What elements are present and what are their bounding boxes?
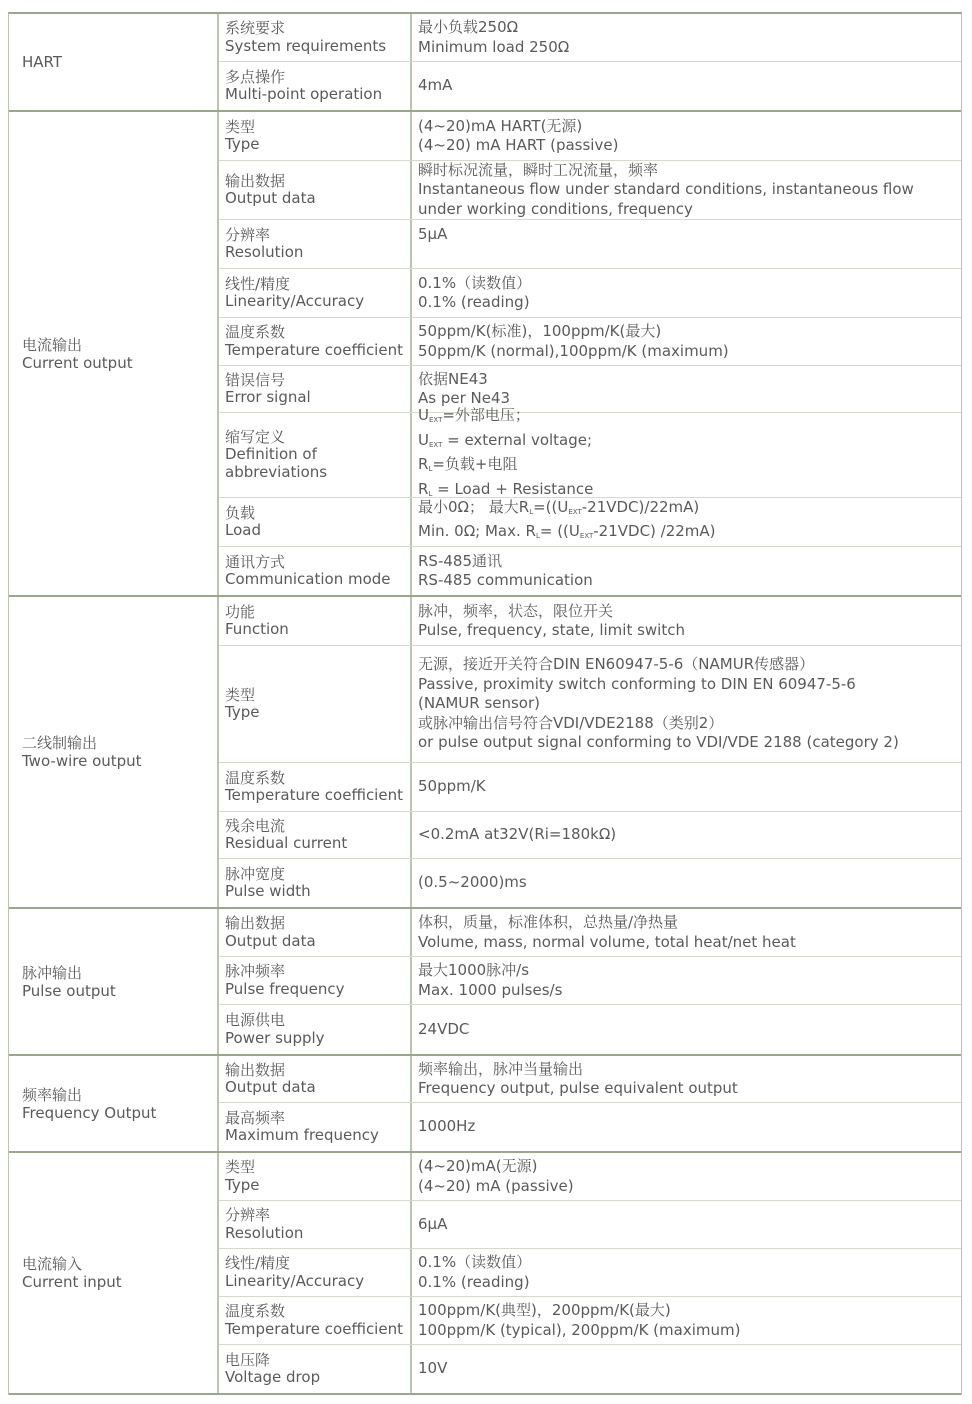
table-row bbox=[219, 547, 961, 595]
parameter-en: Pulse width bbox=[225, 882, 311, 900]
group-name bbox=[9, 112, 219, 595]
value-text: = ((U bbox=[539, 522, 580, 540]
value-line: (NAMUR sensor) bbox=[418, 694, 541, 713]
table-row bbox=[219, 1056, 961, 1103]
parameter-cell bbox=[219, 220, 412, 268]
value-text: Min. 0Ω; Max. R bbox=[418, 522, 536, 540]
subscript: L bbox=[529, 507, 534, 516]
group-name-en: Two-wire output bbox=[22, 752, 142, 770]
value-line: 0.1%（读数值） bbox=[418, 273, 532, 292]
parameter-en: Type bbox=[225, 135, 260, 153]
parameter-zh: 输出数据 bbox=[225, 1060, 286, 1079]
spec-group bbox=[9, 14, 961, 112]
parameter-cell bbox=[219, 161, 412, 219]
value-cell bbox=[412, 547, 961, 595]
parameter-en: Output data bbox=[225, 1078, 316, 1096]
parameter-zh: 类型 bbox=[225, 1158, 256, 1176]
subscript: L bbox=[428, 465, 433, 473]
parameter-cell bbox=[219, 269, 412, 317]
group-rows bbox=[219, 112, 961, 595]
subscript: EXT bbox=[428, 416, 443, 424]
subscript: L bbox=[535, 532, 540, 540]
value-text: U bbox=[418, 406, 429, 424]
table-row bbox=[219, 14, 961, 62]
value-line: 50ppm/K bbox=[418, 777, 486, 796]
parameter-zh: 最高频率 bbox=[225, 1108, 286, 1127]
parameter-cell bbox=[219, 366, 412, 412]
parameter-cell bbox=[219, 112, 412, 160]
value-text: -21VDC)/22mA) bbox=[581, 497, 700, 516]
value-line: 10V bbox=[418, 1359, 448, 1378]
parameter-zh: 线性/精度 bbox=[225, 274, 291, 293]
group-name-zh: 电流输入 bbox=[22, 1255, 83, 1273]
parameter-en: abbreviations bbox=[225, 462, 328, 481]
spec-group bbox=[9, 1056, 961, 1153]
value-cell bbox=[412, 318, 961, 365]
group-name bbox=[9, 14, 219, 110]
parameter-en: Output data bbox=[225, 189, 316, 207]
value-cell bbox=[412, 1056, 961, 1102]
value-line: 或脉冲输出信号符合VDI/VDE2188（类别2） bbox=[418, 713, 724, 732]
value-cell bbox=[412, 1201, 961, 1248]
parameter-en: Temperature coefficient bbox=[225, 786, 403, 804]
value-line: 24VDC bbox=[418, 1019, 470, 1038]
parameter-en: Voltage drop bbox=[225, 1368, 321, 1386]
spec-table bbox=[8, 12, 962, 1395]
spec-group bbox=[9, 597, 961, 909]
value-cell bbox=[412, 112, 961, 160]
parameter-zh: 通讯方式 bbox=[225, 552, 286, 571]
value-text: -21VDC) /22mA) bbox=[593, 522, 716, 540]
table-row bbox=[219, 957, 961, 1005]
parameter-en: Definition of bbox=[225, 445, 317, 464]
value-line: 体积，质量，标准体积，总热量/净热量 bbox=[418, 913, 679, 931]
group-name-zh: 频率输出 bbox=[22, 1085, 83, 1104]
parameter-cell bbox=[219, 547, 412, 595]
value-line: (0.5~2000)ms bbox=[418, 873, 527, 892]
parameter-zh: 残余电流 bbox=[225, 816, 286, 835]
parameter-cell bbox=[219, 1345, 412, 1393]
parameter-zh: 电源供电 bbox=[225, 1011, 286, 1029]
parameter-zh: 电压降 bbox=[225, 1350, 271, 1369]
value-text: 最小0Ω； 最大R bbox=[418, 497, 530, 516]
value-line: 瞬时标况流量，瞬时工况流量，频率 bbox=[418, 160, 659, 179]
value-text: =((U bbox=[533, 497, 569, 516]
value-cell bbox=[412, 161, 961, 219]
parameter-zh: 温度系数 bbox=[225, 1302, 286, 1320]
value-cell bbox=[412, 597, 961, 645]
parameter-en: Linearity/Accuracy bbox=[225, 1271, 365, 1290]
subscript: EXT bbox=[428, 440, 443, 449]
value-cell bbox=[412, 909, 961, 956]
subscript: EXT bbox=[579, 532, 594, 540]
parameter-cell bbox=[219, 498, 412, 546]
parameter-zh: 输出数据 bbox=[225, 914, 286, 932]
group-name-zh: 二线制输出 bbox=[22, 734, 98, 752]
parameter-en: System requirements bbox=[225, 36, 387, 55]
parameter-en: Power supply bbox=[225, 1028, 325, 1047]
parameter-cell bbox=[219, 1249, 412, 1296]
value-cell bbox=[412, 1297, 961, 1344]
parameter-cell bbox=[219, 1201, 412, 1248]
parameter-en: Resolution bbox=[225, 1223, 304, 1242]
parameter-zh: 错误信号 bbox=[225, 370, 286, 389]
parameter-zh: 输出数据 bbox=[225, 171, 286, 190]
table-row bbox=[219, 1103, 961, 1151]
parameter-en: Pulse frequency bbox=[225, 979, 345, 998]
value-line: (4~20) mA HART (passive) bbox=[418, 136, 619, 154]
value-text: = Load + Resistance bbox=[432, 479, 594, 498]
parameter-en: Linearity/Accuracy bbox=[225, 292, 365, 310]
parameter-zh: 脉冲宽度 bbox=[225, 864, 286, 883]
value-line: 0.1% (reading) bbox=[418, 293, 530, 311]
table-row bbox=[219, 62, 961, 110]
group-name-en: Current input bbox=[22, 1273, 122, 1291]
value-cell bbox=[412, 812, 961, 858]
parameter-cell bbox=[219, 1005, 412, 1054]
table-row bbox=[219, 318, 961, 366]
parameter-en: Maximum frequency bbox=[225, 1126, 379, 1144]
table-row bbox=[219, 220, 961, 269]
parameter-cell bbox=[219, 1103, 412, 1151]
parameter-zh: 功能 bbox=[225, 602, 256, 621]
value-text: R bbox=[418, 455, 429, 473]
value-cell bbox=[412, 1153, 961, 1200]
value-text: R bbox=[418, 479, 429, 498]
parameter-cell bbox=[219, 646, 412, 762]
parameter-cell bbox=[219, 62, 412, 110]
value-line: or pulse output signal conforming to VDI/VDE 2188 (category 2) bbox=[418, 733, 899, 752]
value-line: 脉冲，频率，状态，限位开关 bbox=[418, 601, 614, 620]
parameter-en: Communication mode bbox=[225, 570, 391, 588]
value-line: 频率输出，脉冲当量输出 bbox=[418, 1059, 584, 1078]
value-line: 5μA bbox=[418, 224, 448, 243]
table-row bbox=[219, 1201, 961, 1249]
parameter-cell bbox=[219, 14, 412, 61]
table-row bbox=[219, 161, 961, 220]
parameter-cell bbox=[219, 1297, 412, 1344]
value-line bbox=[418, 498, 961, 523]
parameter-en: Temperature coefficient bbox=[225, 1319, 403, 1338]
value-cell bbox=[412, 14, 961, 61]
parameter-cell bbox=[219, 859, 412, 907]
parameter-en: Multi-point operation bbox=[225, 85, 383, 103]
parameter-cell bbox=[219, 1056, 412, 1102]
parameter-en: Load bbox=[225, 521, 261, 539]
spec-group bbox=[9, 1153, 961, 1395]
parameter-cell bbox=[219, 413, 412, 497]
value-line: Passive, proximity switch conforming to DIN EN 60947-5-6 bbox=[418, 674, 856, 693]
table-row bbox=[219, 597, 961, 646]
group-name bbox=[9, 909, 219, 1054]
group-name bbox=[9, 597, 219, 907]
parameter-zh: 脉冲频率 bbox=[225, 962, 286, 980]
value-line: RS-485 communication bbox=[418, 571, 593, 589]
table-row bbox=[219, 1345, 961, 1393]
value-line: As per Ne43 bbox=[418, 389, 511, 407]
value-cell bbox=[412, 62, 961, 110]
value-text: U bbox=[418, 430, 429, 449]
value-line: 100ppm/K(典型)，200ppm/K(最大) bbox=[418, 1301, 671, 1319]
value-line: Pulse, frequency, state, limit switch bbox=[418, 621, 685, 639]
table-row bbox=[219, 498, 961, 547]
parameter-cell bbox=[219, 318, 412, 365]
value-text: =外部电压； bbox=[442, 406, 530, 424]
value-cell bbox=[412, 859, 961, 907]
value-line bbox=[418, 455, 961, 480]
value-line: Frequency output, pulse equivalent output bbox=[418, 1079, 738, 1097]
value-line: 最小负载250Ω bbox=[418, 18, 519, 36]
parameter-zh: 系统要求 bbox=[225, 19, 286, 37]
value-line: 1000Hz bbox=[418, 1117, 476, 1136]
group-rows bbox=[219, 1153, 961, 1393]
table-row bbox=[219, 859, 961, 907]
value-cell bbox=[412, 406, 961, 498]
value-cell bbox=[412, 646, 961, 762]
value-line: Volume, mass, normal volume, total heat/net heat bbox=[418, 932, 796, 951]
value-cell bbox=[412, 763, 961, 811]
value-text: =负载+电阻 bbox=[432, 455, 518, 473]
table-row bbox=[219, 1249, 961, 1297]
value-cell bbox=[412, 220, 961, 268]
parameter-cell bbox=[219, 812, 412, 858]
parameter-cell bbox=[219, 957, 412, 1004]
value-line: Minimum load 250Ω bbox=[418, 37, 570, 56]
parameter-cell bbox=[219, 597, 412, 645]
value-text: = external voltage; bbox=[442, 430, 593, 449]
parameter-en: Temperature coefficient bbox=[225, 340, 403, 359]
parameter-en: Type bbox=[225, 1175, 260, 1194]
value-line: 50ppm/K(标准)，100ppm/K(最大) bbox=[418, 322, 662, 340]
value-line: (4~20)mA(无源) bbox=[418, 1157, 538, 1175]
parameter-en: Function bbox=[225, 620, 289, 638]
value-cell bbox=[412, 1103, 961, 1151]
group-rows bbox=[219, 1056, 961, 1151]
table-row bbox=[219, 1297, 961, 1345]
group-name-en: Pulse output bbox=[22, 981, 116, 1000]
value-cell bbox=[412, 1345, 961, 1393]
parameter-cell bbox=[219, 909, 412, 956]
group-name bbox=[9, 1056, 219, 1151]
value-cell bbox=[412, 498, 961, 546]
value-cell bbox=[412, 1249, 961, 1296]
group-name-zh: 脉冲输出 bbox=[22, 963, 83, 982]
table-row bbox=[219, 1153, 961, 1201]
table-row bbox=[219, 646, 961, 763]
parameter-zh: 分辨率 bbox=[225, 225, 271, 244]
value-line: 50ppm/K (normal),100ppm/K (maximum) bbox=[418, 341, 729, 360]
parameter-en: Residual current bbox=[225, 834, 348, 852]
parameter-zh: 负载 bbox=[225, 503, 256, 522]
subscript: L bbox=[428, 489, 433, 498]
table-row bbox=[219, 763, 961, 812]
parameter-cell bbox=[219, 763, 412, 811]
group-name-zh: 电流输出 bbox=[22, 335, 83, 354]
parameter-en: Resolution bbox=[225, 243, 304, 261]
spec-group bbox=[9, 112, 961, 597]
value-cell bbox=[412, 269, 961, 317]
table-row bbox=[219, 1005, 961, 1054]
value-line: 0.1%（读数值） bbox=[418, 1253, 532, 1271]
value-line: RS-485通讯 bbox=[418, 551, 502, 570]
table-row bbox=[219, 112, 961, 161]
value-line: under working conditions, frequency bbox=[418, 199, 693, 218]
value-line: 0.1% (reading) bbox=[418, 1272, 530, 1291]
parameter-zh: 类型 bbox=[225, 117, 256, 136]
parameter-zh: 分辨率 bbox=[225, 1206, 271, 1224]
parameter-zh: 温度系数 bbox=[225, 323, 286, 341]
parameter-en: Type bbox=[225, 703, 260, 721]
spec-group bbox=[9, 909, 961, 1056]
group-rows bbox=[219, 909, 961, 1054]
parameter-zh: 缩写定义 bbox=[225, 427, 286, 446]
value-line: <0.2mA at32V(Ri=180kΩ) bbox=[418, 825, 617, 844]
subscript: EXT bbox=[568, 507, 582, 516]
value-line bbox=[418, 522, 961, 547]
parameter-en: Output data bbox=[225, 931, 316, 950]
parameter-en: Error signal bbox=[225, 388, 311, 406]
group-rows bbox=[219, 597, 961, 907]
value-line: 100ppm/K (typical), 200ppm/K (maximum) bbox=[418, 1320, 741, 1339]
group-name-en: Frequency Output bbox=[22, 1103, 157, 1122]
table-row bbox=[219, 406, 961, 498]
parameter-zh: 多点操作 bbox=[225, 67, 286, 86]
value-line: Max. 1000 pulses/s bbox=[418, 980, 563, 999]
parameter-zh: 类型 bbox=[225, 685, 256, 704]
value-cell bbox=[412, 1005, 961, 1054]
table-row bbox=[219, 812, 961, 859]
value-line: 4mA bbox=[418, 76, 453, 95]
value-line: (4~20)mA HART(无源) bbox=[418, 116, 583, 135]
value-line: 6μA bbox=[418, 1214, 448, 1233]
table-row bbox=[219, 269, 961, 318]
value-line: (4~20) mA (passive) bbox=[418, 1176, 574, 1195]
value-line bbox=[418, 406, 961, 431]
parameter-zh: 温度系数 bbox=[225, 768, 286, 787]
parameter-cell bbox=[219, 1153, 412, 1200]
value-line bbox=[418, 431, 961, 456]
value-line: 最大1000脉冲/s bbox=[418, 961, 530, 979]
value-line: 无源，接近开关符合DIN EN60947-5-6（NAMUR传感器） bbox=[418, 655, 815, 674]
value-line bbox=[418, 244, 961, 264]
value-line: Instantaneous flow under standard conditions, instantaneous flow bbox=[418, 180, 914, 199]
group-rows bbox=[219, 14, 961, 110]
parameter-zh: 线性/精度 bbox=[225, 1254, 291, 1272]
value-cell bbox=[412, 957, 961, 1004]
group-name-en: Current output bbox=[22, 353, 133, 372]
table-row bbox=[219, 909, 961, 957]
value-line: 依据NE43 bbox=[418, 369, 488, 388]
group-name-en: HART bbox=[22, 53, 63, 71]
group-name bbox=[9, 1153, 219, 1393]
